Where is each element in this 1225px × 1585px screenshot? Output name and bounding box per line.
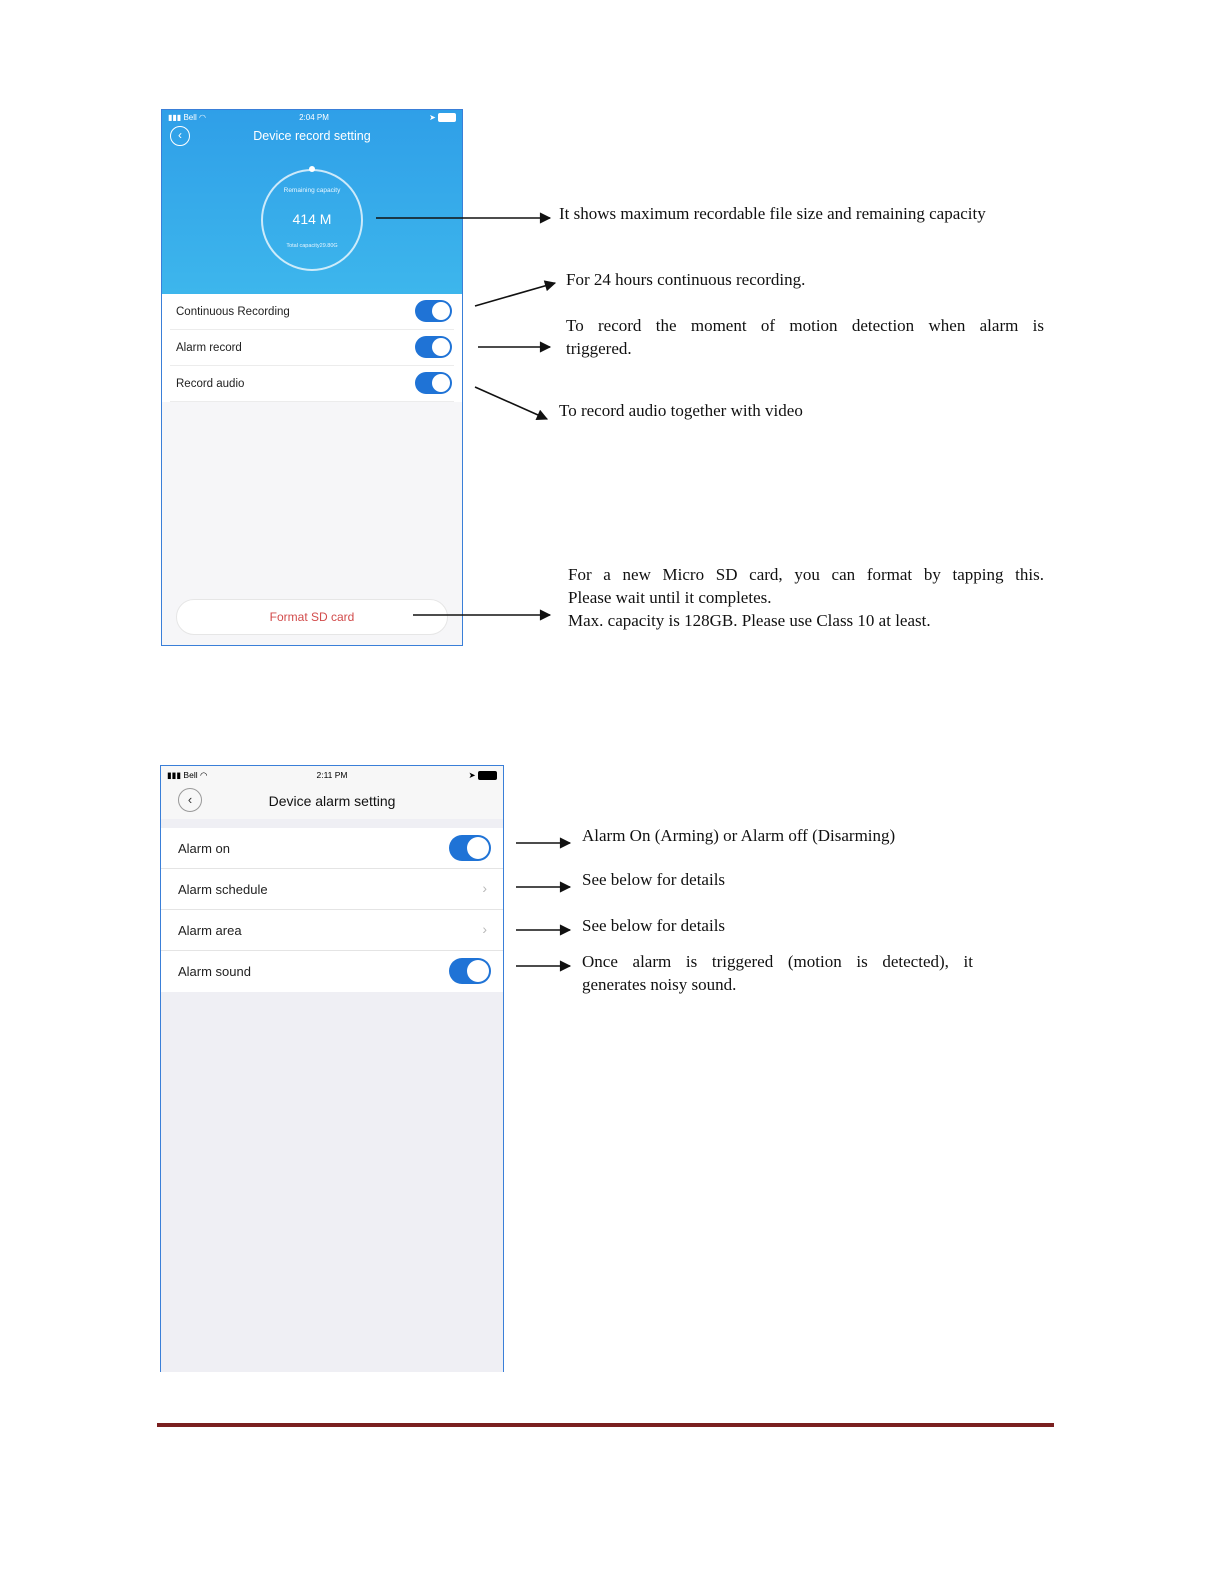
- arrow-continuous: [475, 283, 555, 306]
- location-icon: ➤: [429, 113, 436, 122]
- format-sd-card-button[interactable]: Format SD card: [176, 599, 448, 635]
- footer-rule: [157, 1423, 1054, 1427]
- row-label: Record audio: [176, 378, 245, 390]
- note-format-line2: Please wait until it completes.: [568, 588, 772, 607]
- note-alarm-sound-line1: Once alarm is triggered (motion is detected), it: [582, 952, 973, 971]
- page-title: Device record setting: [253, 129, 371, 143]
- chevron-left-icon: ‹: [187, 792, 193, 807]
- status-time: 2:11 PM: [316, 770, 348, 780]
- signal-icon: ▮▮▮: [168, 113, 182, 122]
- note-alarm-on: Alarm On (Arming) or Alarm off (Disarming): [582, 826, 896, 845]
- remaining-capacity-label: Remaining capacity: [283, 187, 341, 194]
- status-carrier: ▮▮▮ Bell ◠: [167, 770, 208, 780]
- wifi-icon: ◠: [199, 113, 207, 122]
- row-label: Alarm on: [178, 841, 231, 856]
- arrow-record-audio: [475, 387, 547, 419]
- signal-icon: ▮▮▮: [167, 770, 182, 780]
- note-continuous: For 24 hours continuous recording.: [566, 270, 806, 289]
- wifi-icon: ◠: [199, 770, 208, 780]
- status-carrier: ▮▮▮ Bell ◠: [168, 113, 207, 122]
- row-label: Alarm record: [176, 342, 242, 354]
- chevron-right-icon: ›: [482, 921, 487, 937]
- note-format-line1: For a new Micro SD card, you can format by tapping this.: [568, 565, 1044, 584]
- remaining-capacity-value: 414 M: [292, 211, 332, 227]
- status-time: 2:04 PM: [299, 113, 329, 122]
- chevron-left-icon: ‹: [178, 128, 182, 142]
- note-alarm-record-line1: To record the moment of motion detection when alarm is: [566, 316, 1044, 335]
- row-label: Alarm schedule: [178, 882, 268, 897]
- note-alarm-record-line2: triggered.: [566, 339, 632, 358]
- row-label: Alarm area: [178, 923, 242, 938]
- chevron-right-icon: ›: [482, 880, 487, 896]
- page-title: Device alarm setting: [268, 793, 396, 809]
- row-label: Alarm sound: [178, 964, 251, 979]
- location-icon: ➤: [468, 770, 476, 780]
- total-capacity-label: Total capacity29.80G: [286, 243, 338, 249]
- note-capacity: It shows maximum recordable file size and remaining capacity: [559, 204, 986, 223]
- note-record-audio: To record audio together with video: [559, 401, 803, 420]
- note-alarm-sound-line2: generates noisy sound.: [582, 975, 737, 994]
- note-alarm-schedule: See below for details: [582, 870, 726, 889]
- note-alarm-area: See below for details: [582, 916, 726, 935]
- row-label: Continuous Recording: [176, 306, 290, 318]
- note-format-line3: Max. capacity is 128GB. Please use Class 10 at least.: [568, 611, 931, 630]
